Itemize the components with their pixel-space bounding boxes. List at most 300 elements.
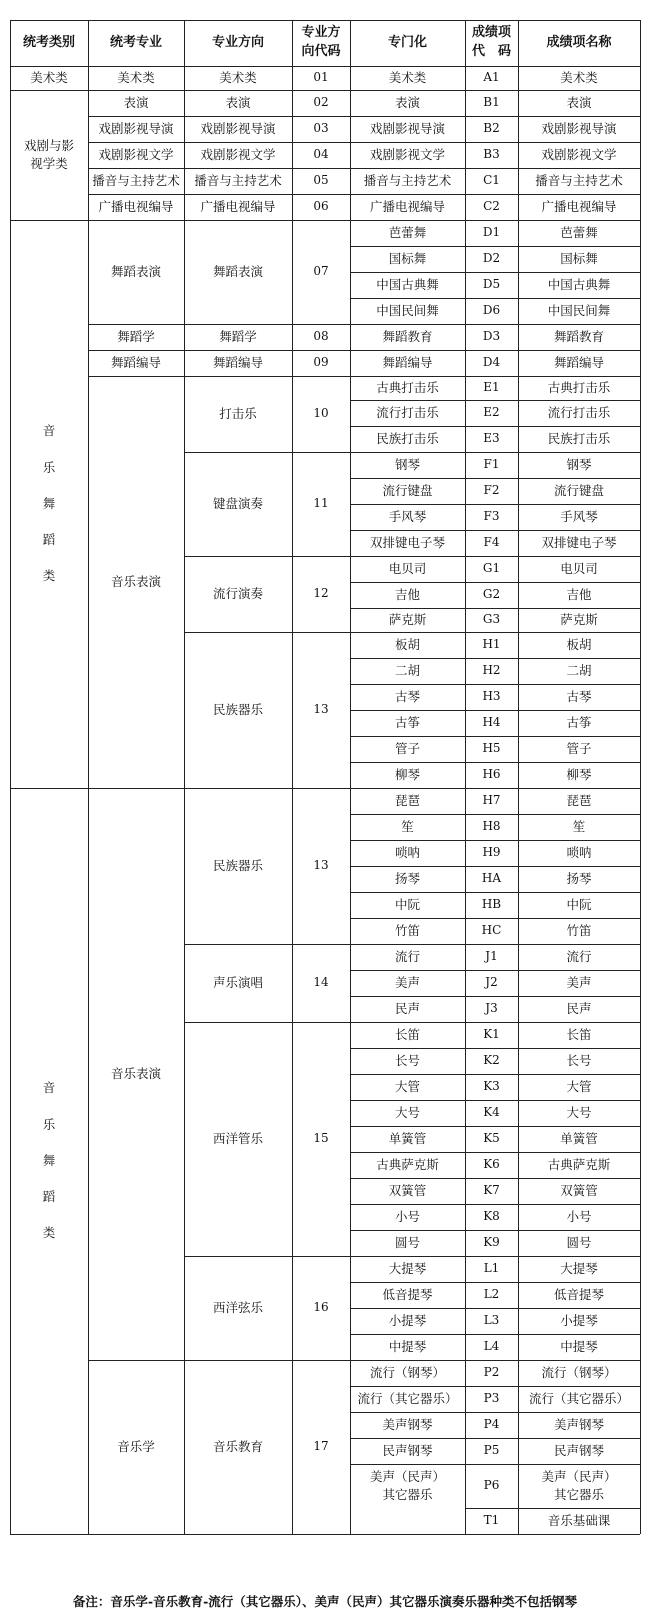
grid-line — [518, 892, 640, 893]
grid-line — [518, 866, 640, 867]
score-name-cell: 古典打击乐 — [547, 379, 611, 395]
score-code-cell: K3 — [483, 1079, 500, 1094]
score-name-cell: 民声 — [566, 1000, 592, 1016]
grid-line — [465, 658, 518, 659]
specialization-cell: 中国古典舞 — [376, 276, 439, 292]
category-cell: 音 乐 舞 蹈 类 — [42, 1080, 56, 1241]
grid-line — [350, 1230, 465, 1231]
score-code-cell: B1 — [483, 95, 500, 110]
grid-line — [465, 20, 466, 1534]
score-name-cell: 大管 — [566, 1078, 592, 1094]
grid-line — [465, 1282, 518, 1283]
grid-line — [465, 582, 518, 583]
major-cell: 音乐表演 — [110, 1065, 161, 1081]
grid-line — [350, 298, 465, 299]
score-code-cell: A1 — [483, 70, 500, 85]
grid-line — [465, 1360, 518, 1361]
grid-line — [10, 66, 640, 67]
score-name-cell: 长笛 — [566, 1026, 592, 1042]
score-code-cell: HB — [481, 897, 502, 912]
direction-code-cell: 10 — [313, 406, 329, 421]
specialization-cell: 流行打击乐 — [376, 404, 439, 420]
specialization-cell: 板胡 — [394, 636, 420, 652]
grid-line — [465, 220, 518, 221]
grid-line — [350, 632, 465, 633]
direction-cell: 声乐演唱 — [212, 974, 263, 990]
grid-line — [518, 452, 640, 453]
score-name-cell: 双簧管 — [560, 1182, 598, 1198]
grid-line — [88, 788, 184, 789]
score-code-cell: G3 — [482, 612, 501, 627]
grid-line — [292, 20, 293, 1534]
grid-line — [350, 814, 465, 815]
direction-cell: 民族器乐 — [212, 701, 263, 717]
score-name-cell: 古典萨克斯 — [547, 1156, 611, 1172]
score-code-cell: K4 — [483, 1105, 500, 1120]
score-name-cell: 舞蹈编导 — [553, 354, 604, 370]
grid-line — [10, 1534, 640, 1535]
grid-line — [292, 452, 350, 453]
grid-line — [350, 478, 465, 479]
grid-line — [518, 1204, 640, 1205]
grid-line — [292, 220, 350, 221]
specialization-cell: 单簧管 — [388, 1130, 427, 1146]
score-code-cell: L1 — [483, 1261, 500, 1276]
grid-line — [350, 1022, 465, 1023]
direction-code-cell: 02 — [313, 95, 329, 110]
score-name-cell: 小提琴 — [560, 1312, 598, 1328]
specialization-cell: 美术类 — [388, 69, 427, 85]
score-code-cell: P3 — [483, 1391, 500, 1406]
specialization-cell: 长笛 — [394, 1026, 420, 1042]
specialization-cell: 扬琴 — [394, 870, 420, 886]
direction-cell: 键盘演奏 — [212, 495, 263, 511]
grid-line — [88, 194, 184, 195]
grid-line — [640, 20, 641, 1534]
direction-code-cell: 03 — [313, 121, 329, 136]
grid-line — [184, 142, 292, 143]
grid-line — [518, 944, 640, 945]
direction-code-cell: 12 — [313, 586, 329, 601]
score-code-cell: J3 — [485, 1001, 498, 1016]
specialization-cell: 流行（钢琴） — [369, 1364, 445, 1380]
grid-line — [518, 1360, 640, 1361]
grid-line — [10, 20, 640, 21]
score-code-cell: P4 — [483, 1417, 500, 1432]
grid-line — [518, 1308, 640, 1309]
specialization-cell: 美声钢琴 — [382, 1416, 433, 1432]
grid-line — [465, 272, 518, 273]
grid-line — [518, 1152, 640, 1153]
grid-line — [350, 1308, 465, 1309]
direction-code-cell: 17 — [313, 1439, 329, 1454]
specialization-cell: 中阮 — [394, 896, 420, 912]
grid-line — [350, 350, 465, 351]
grid-line — [518, 478, 640, 479]
direction-code-cell: 11 — [313, 496, 329, 511]
specialization-cell: 古琴 — [394, 688, 420, 704]
column-header: 统考类别 — [22, 34, 75, 50]
grid-line — [518, 504, 640, 505]
specialization-cell: 小号 — [394, 1208, 420, 1224]
grid-line — [350, 1126, 465, 1127]
grid-line — [518, 20, 519, 1534]
grid-line — [518, 1464, 640, 1465]
score-code-cell: H7 — [482, 793, 501, 808]
grid-line — [350, 866, 465, 867]
grid-line — [465, 1464, 518, 1465]
score-name-cell: 流行（钢琴） — [541, 1364, 617, 1380]
grid-line — [518, 556, 640, 557]
grid-line — [292, 350, 350, 351]
score-name-cell: 流行键盘 — [553, 482, 604, 498]
grid-line — [292, 1360, 350, 1361]
grid-line — [465, 1074, 518, 1075]
column-header: 成绩项名称 — [546, 34, 612, 50]
score-name-cell: 舞蹈教育 — [553, 328, 604, 344]
grid-line — [465, 90, 518, 91]
grid-line — [88, 220, 184, 221]
specialization-cell: 低音提琴 — [382, 1286, 433, 1302]
score-name-cell: 板胡 — [566, 636, 592, 652]
category-cell: 戏剧与影 视学类 — [23, 137, 74, 171]
grid-line — [350, 970, 465, 971]
score-code-cell: H2 — [482, 663, 501, 678]
grid-line — [350, 788, 465, 789]
score-name-cell: 民族打击乐 — [547, 430, 611, 446]
grid-line — [465, 866, 518, 867]
grid-line — [350, 426, 465, 427]
grid-line — [184, 324, 292, 325]
grid-line — [465, 1308, 518, 1309]
grid-line — [465, 1230, 518, 1231]
grid-line — [518, 1386, 640, 1387]
score-name-cell: 琵琶 — [566, 792, 592, 808]
grid-line — [465, 918, 518, 919]
score-code-cell: P5 — [483, 1443, 500, 1458]
score-name-cell: 表演 — [566, 94, 592, 110]
direction-code-cell: 05 — [313, 173, 329, 188]
score-name-cell: 电贝司 — [560, 560, 598, 576]
grid-line — [184, 168, 292, 169]
score-code-cell: E3 — [483, 431, 500, 446]
grid-line — [518, 1412, 640, 1413]
grid-line — [292, 324, 350, 325]
specialization-cell: 广播电视编导 — [369, 198, 445, 214]
specialization-cell: 竹笛 — [394, 922, 420, 938]
grid-line — [465, 116, 518, 117]
grid-line — [465, 1508, 518, 1509]
score-name-cell: 古筝 — [566, 714, 592, 730]
grid-line — [350, 1256, 465, 1257]
score-name-cell: 管子 — [566, 740, 592, 756]
grid-line — [184, 350, 292, 351]
grid-line — [292, 194, 350, 195]
score-name-cell: 民声钢琴 — [553, 1442, 604, 1458]
table-footnote: 备注：音乐学-音乐教育-流行（其它器乐）、美声（民声）其它器乐演奏乐器种类不包括钢琴 — [72, 1594, 578, 1609]
grid-line — [350, 944, 465, 945]
grid-line — [350, 246, 465, 247]
score-name-cell: 大号 — [566, 1104, 592, 1120]
specialization-cell: 古典萨克斯 — [376, 1156, 439, 1172]
score-name-cell: 低音提琴 — [553, 1286, 604, 1302]
score-name-cell: 双排键电子琴 — [541, 534, 617, 550]
grid-line — [10, 220, 88, 221]
grid-line — [465, 1100, 518, 1101]
grid-line — [350, 608, 465, 609]
score-name-cell: 竹笛 — [566, 922, 592, 938]
specialization-cell: 吉他 — [394, 586, 420, 602]
grid-line — [465, 324, 518, 325]
score-name-cell: 流行 — [566, 948, 592, 964]
grid-line — [350, 90, 465, 91]
grid-line — [518, 684, 640, 685]
column-header: 统考专业 — [109, 34, 162, 50]
grid-line — [465, 1334, 518, 1335]
score-name-cell: 播音与主持艺术 — [535, 172, 623, 188]
direction-code-cell: 15 — [313, 1131, 329, 1146]
score-code-cell: H6 — [482, 767, 501, 782]
specialization-cell: 大号 — [394, 1104, 420, 1120]
score-code-cell: H5 — [482, 741, 501, 756]
score-code-cell: F1 — [483, 457, 500, 472]
grid-line — [465, 736, 518, 737]
score-name-cell: 小号 — [566, 1208, 592, 1224]
score-code-cell: L4 — [483, 1339, 500, 1354]
grid-line — [465, 142, 518, 143]
grid-line — [350, 1360, 465, 1361]
grid-line — [518, 426, 640, 427]
score-name-cell: 美声 — [566, 974, 592, 990]
grid-line — [518, 1126, 640, 1127]
direction-code-cell: 13 — [313, 702, 329, 717]
specialization-cell: 唢呐 — [394, 844, 420, 860]
direction-cell: 西洋管乐 — [212, 1130, 263, 1146]
grid-line — [350, 918, 465, 919]
grid-line — [465, 504, 518, 505]
score-name-cell: 流行（其它器乐） — [528, 1390, 629, 1406]
grid-line — [465, 530, 518, 531]
grid-line — [465, 400, 518, 401]
grid-line — [465, 608, 518, 609]
score-name-cell: 中国民间舞 — [547, 302, 611, 318]
major-cell: 音乐学 — [117, 1438, 155, 1454]
grid-line — [350, 684, 465, 685]
grid-line — [292, 632, 350, 633]
grid-line — [465, 194, 518, 195]
grid-line — [292, 376, 350, 377]
grid-line — [518, 1282, 640, 1283]
score-name-cell: 中国古典舞 — [547, 276, 611, 292]
score-code-cell: E2 — [483, 405, 500, 420]
grid-line — [88, 116, 184, 117]
grid-line — [350, 762, 465, 763]
grid-line — [465, 788, 518, 789]
grid-line — [518, 350, 640, 351]
direction-cell: 音乐教育 — [212, 1438, 263, 1454]
score-code-cell: HC — [481, 923, 502, 938]
category-cell: 美术类 — [30, 69, 68, 85]
score-code-cell: HA — [481, 871, 502, 886]
score-name-cell: 古琴 — [566, 688, 592, 704]
major-cell: 舞蹈编导 — [110, 354, 161, 370]
score-code-cell: D6 — [482, 303, 501, 318]
grid-line — [10, 788, 88, 789]
grid-line — [88, 142, 184, 143]
major-cell: 广播电视编导 — [98, 198, 174, 214]
grid-line — [88, 324, 184, 325]
grid-line — [518, 1438, 640, 1439]
grid-line — [184, 194, 292, 195]
direction-cell: 流行演奏 — [212, 585, 263, 601]
grid-line — [465, 996, 518, 997]
grid-line — [518, 220, 640, 221]
grid-line — [350, 452, 465, 453]
specialization-cell: 长号 — [394, 1052, 420, 1068]
direction-code-cell: 13 — [313, 858, 329, 873]
score-name-cell: 戏剧影视文学 — [541, 146, 617, 162]
score-name-cell: 大提琴 — [560, 1260, 598, 1276]
score-code-cell: F4 — [483, 535, 500, 550]
score-name-cell: 中阮 — [566, 896, 592, 912]
specialization-cell: 管子 — [394, 740, 420, 756]
grid-line — [518, 1100, 640, 1101]
specialization-cell: 二胡 — [394, 662, 420, 678]
score-code-cell: C2 — [483, 199, 500, 214]
grid-line — [350, 710, 465, 711]
grid-line — [518, 762, 640, 763]
specialization-cell: 流行键盘 — [382, 482, 433, 498]
direction-cell: 戏剧影视导演 — [200, 120, 276, 136]
grid-line — [350, 1100, 465, 1101]
score-name-cell: 单簧管 — [560, 1130, 598, 1146]
grid-line — [292, 90, 350, 91]
direction-code-cell: 07 — [313, 264, 329, 279]
grid-line — [465, 1178, 518, 1179]
grid-line — [350, 736, 465, 737]
grid-line — [88, 1360, 184, 1361]
grid-line — [292, 142, 350, 143]
grid-line — [350, 1152, 465, 1153]
major-cell: 美术类 — [117, 69, 155, 85]
score-name-cell: 手风琴 — [560, 508, 598, 524]
score-name-cell: 萨克斯 — [560, 611, 598, 627]
specialization-cell: 芭蕾舞 — [388, 224, 427, 240]
grid-line — [465, 168, 518, 169]
specialization-cell: 戏剧影视文学 — [369, 146, 445, 162]
score-code-cell: C1 — [483, 173, 500, 188]
specialization-cell: 钢琴 — [394, 456, 420, 472]
score-name-cell: 国标舞 — [560, 250, 598, 266]
specialization-cell: 琵琶 — [394, 792, 420, 808]
specialization-cell: 美声 — [394, 974, 420, 990]
grid-line — [518, 116, 640, 117]
grid-line — [184, 116, 292, 117]
grid-line — [465, 478, 518, 479]
grid-line — [518, 246, 640, 247]
grid-line — [350, 1438, 465, 1439]
direction-cell: 戏剧影视文学 — [200, 146, 276, 162]
grid-line — [350, 1334, 465, 1335]
grid-line — [465, 1438, 518, 1439]
direction-cell: 打击乐 — [219, 405, 257, 421]
score-name-cell: 吉他 — [566, 586, 592, 602]
grid-line — [350, 400, 465, 401]
grid-line — [88, 350, 184, 351]
grid-line — [465, 246, 518, 247]
score-code-cell: D3 — [482, 329, 501, 344]
grid-line — [465, 556, 518, 557]
grid-line — [184, 1360, 292, 1361]
direction-code-cell: 08 — [313, 329, 329, 344]
specialization-cell: 流行 — [394, 948, 420, 964]
major-cell: 音乐表演 — [110, 573, 161, 589]
grid-line — [88, 376, 184, 377]
grid-line — [518, 1334, 640, 1335]
specialization-cell: 民声钢琴 — [382, 1442, 433, 1458]
score-code-cell: F3 — [483, 509, 500, 524]
score-code-cell: H1 — [482, 637, 501, 652]
specialization-cell: 大提琴 — [388, 1260, 427, 1276]
grid-line — [350, 194, 465, 195]
grid-line — [350, 504, 465, 505]
grid-line — [518, 90, 640, 91]
score-code-cell: D5 — [482, 277, 501, 292]
score-name-cell: 广播电视编导 — [541, 198, 617, 214]
grid-line — [465, 1126, 518, 1127]
specialization-cell: 柳琴 — [394, 766, 420, 782]
grid-line — [184, 788, 292, 789]
grid-line — [292, 116, 350, 117]
grid-line — [465, 710, 518, 711]
grid-line — [518, 1074, 640, 1075]
grid-line — [350, 1386, 465, 1387]
grid-line — [518, 710, 640, 711]
specialization-cell: 民声 — [394, 1000, 420, 1016]
grid-line — [184, 632, 292, 633]
grid-line — [518, 1048, 640, 1049]
score-code-cell: D4 — [482, 355, 501, 370]
grid-line — [465, 1152, 518, 1153]
major-cell: 表演 — [123, 94, 149, 110]
score-code-cell: K6 — [483, 1157, 500, 1172]
grid-line — [518, 272, 640, 273]
specialization-cell: 古典打击乐 — [376, 379, 439, 395]
score-code-cell: K1 — [483, 1027, 500, 1042]
score-code-cell: B3 — [483, 147, 500, 162]
score-name-cell: 二胡 — [566, 662, 592, 678]
score-code-cell: B2 — [483, 121, 500, 136]
grid-line — [518, 530, 640, 531]
grid-line — [88, 20, 89, 1534]
grid-line — [350, 1074, 465, 1075]
specialization-cell: 舞蹈教育 — [382, 328, 433, 344]
score-code-cell: K8 — [483, 1209, 500, 1224]
grid-line — [184, 1022, 292, 1023]
score-code-cell: E1 — [483, 380, 500, 395]
grid-line — [518, 918, 640, 919]
specialization-cell: 古筝 — [394, 714, 420, 730]
grid-line — [350, 556, 465, 557]
grid-line — [518, 970, 640, 971]
direction-code-cell: 04 — [313, 147, 329, 162]
direction-code-cell: 14 — [313, 975, 329, 990]
category-cell: 音 乐 舞 蹈 类 — [42, 423, 56, 584]
specialization-cell: 笙 — [401, 818, 414, 834]
grid-line — [184, 944, 292, 945]
grid-line — [465, 1386, 518, 1387]
grid-line — [518, 736, 640, 737]
